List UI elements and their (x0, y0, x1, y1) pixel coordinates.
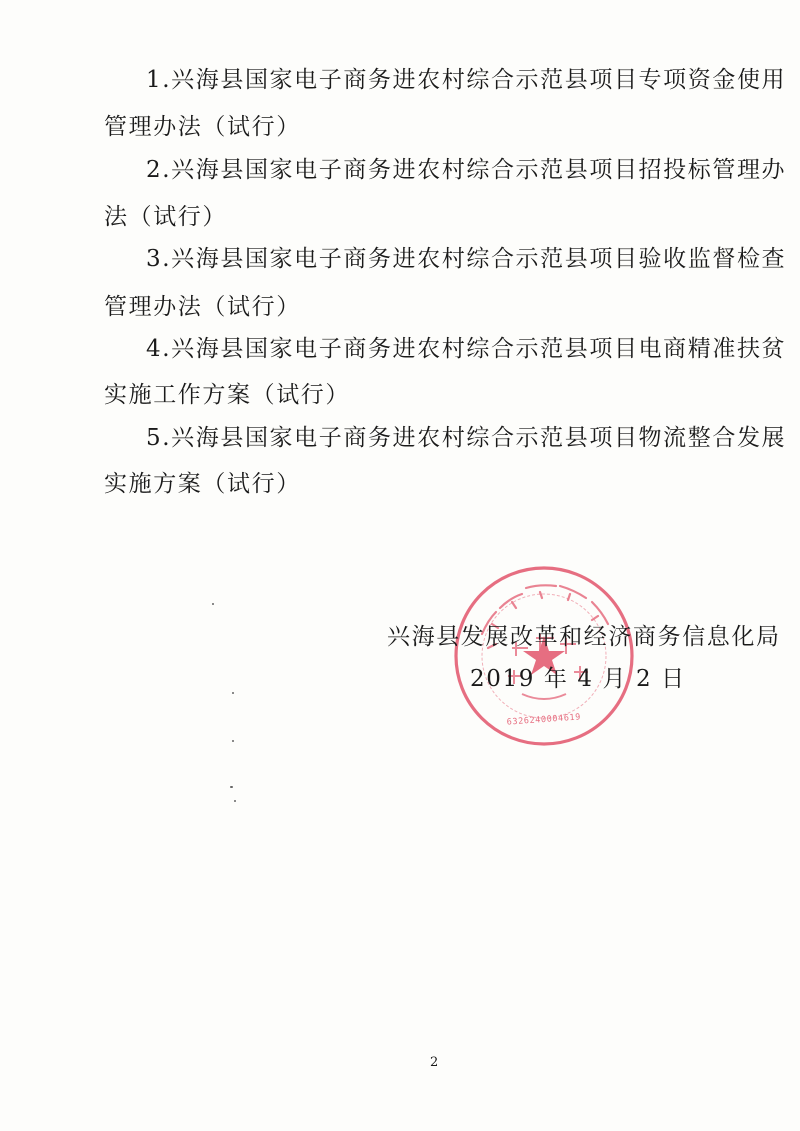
list-item-3-line-2: 管理办法（试行） (104, 294, 301, 320)
official-seal-stamp (452, 564, 636, 748)
list-item-3-line-1: 3.兴海县国家电子商务进农村综合示范县项目验收监督检查 (146, 246, 787, 272)
list-item-4-line-1: 4.兴海县国家电子商务进农村综合示范县项目电商精准扶贫 (146, 336, 787, 362)
scan-speck (232, 740, 234, 742)
list-item-2-line-2: 法（试行） (104, 204, 227, 230)
list-item-2-line-1: 2.兴海县国家电子商务进农村综合示范县项目招投标管理办 (146, 157, 787, 183)
page-number: 2 (430, 1055, 439, 1070)
scan-speck (212, 603, 214, 605)
list-item-1-line-2: 管理办法（试行） (104, 114, 301, 140)
scan-speck (234, 800, 236, 802)
list-item-5-line-2: 实施方案（试行） (104, 471, 301, 497)
scan-speck (230, 786, 233, 788)
signing-authority: 兴海县发展改革和经济商务信息化局 (387, 624, 781, 650)
seal-serial-number: 6326240004619 (506, 712, 582, 728)
signing-date: 2019 年 4 月 2 日 (470, 666, 686, 692)
list-item-4-line-2: 实施工作方案（试行） (104, 382, 350, 408)
list-item-1-line-1: 1.兴海县国家电子商务进农村综合示范县项目专项资金使用 (146, 67, 787, 93)
scan-speck (232, 692, 234, 694)
list-item-5-line-1: 5.兴海县国家电子商务进农村综合示范县项目物流整合发展 (146, 425, 787, 451)
